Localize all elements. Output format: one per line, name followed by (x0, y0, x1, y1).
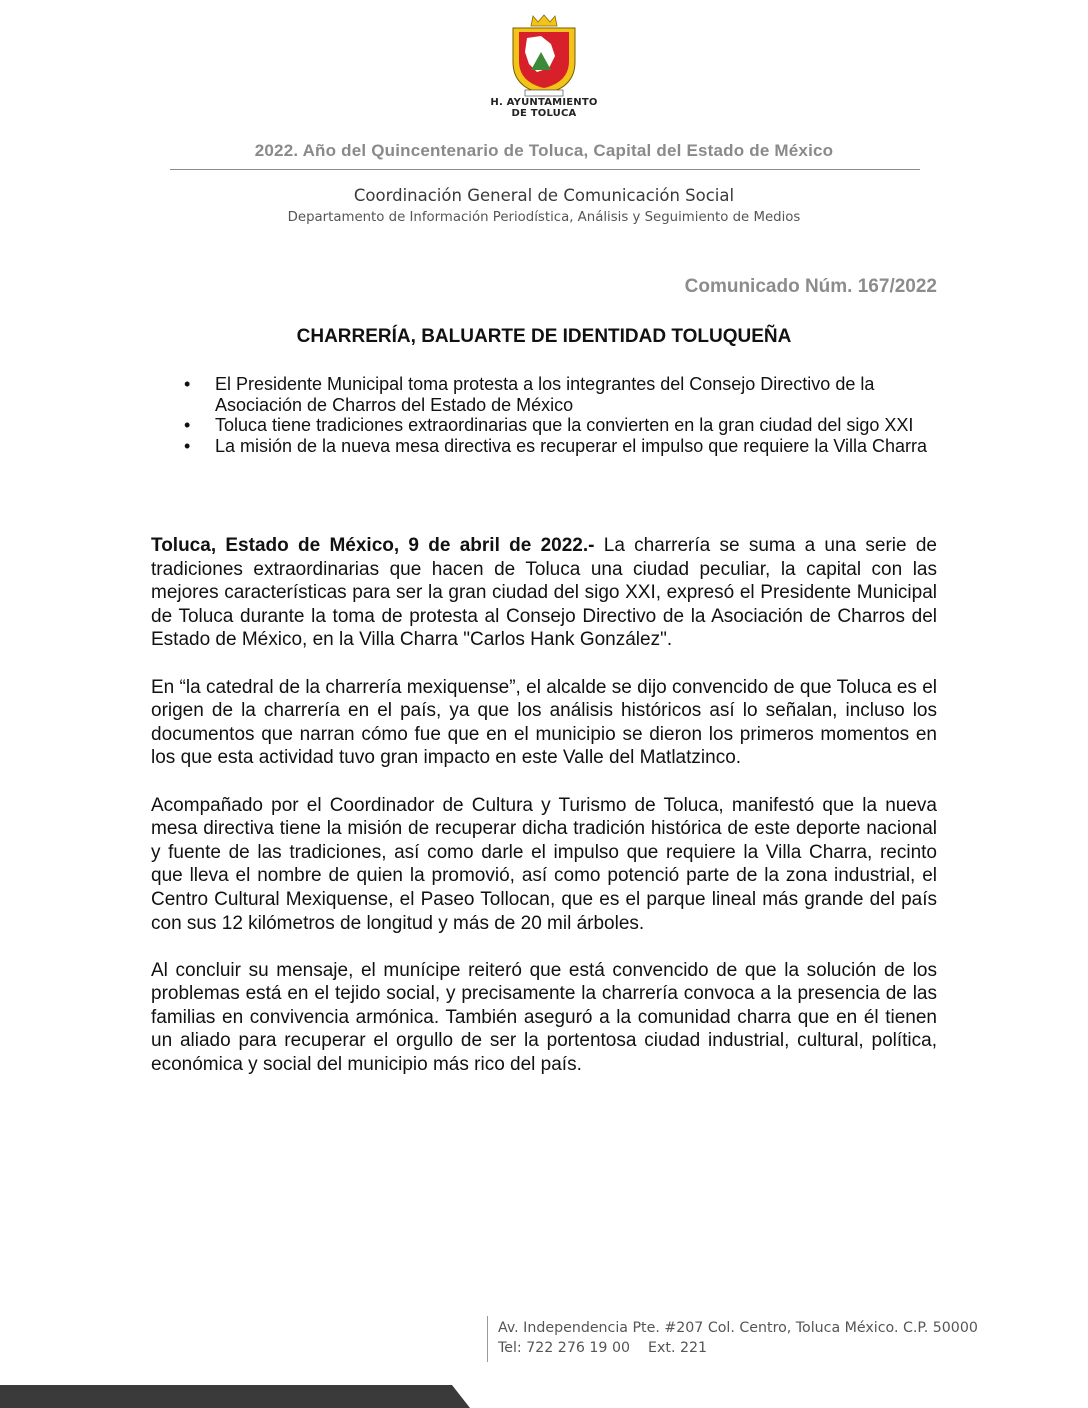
bullet-item: • La misión de la nueva mesa directiva es recuperar el impulso que requiere la Villa Charra (182, 436, 942, 457)
paragraph-4: Al concluir su mensaje, el munícipe reiteró que está convencido de que la solución de los problemas está en el tejido social, y precisamente la charrería convoca a la presencia de las familias en convivencia armónica. También aseguró a la comunidad charra que en él tienen un aliado para recuperar el orgullo de ser la portentosa ciudad industrial, cultural, política, económica y social del municipio más rico del país. (151, 959, 937, 1076)
bullet-item: • El Presidente Municipal toma protesta a los integrantes del Consejo Directivo de la Asociación de Charros del Estado de México (182, 374, 942, 415)
bullet-item: • Toluca tiene tradiciones extraordinarias que la convierten en la gran ciudad del sigo XXI (182, 415, 942, 436)
dateline: Toluca, Estado de México, 9 de abril de 2022.- (151, 535, 595, 556)
toluca-coat-of-arms-icon (507, 14, 581, 100)
bullet-list (182, 374, 942, 457)
department-title: Coordinación General de Comunicación Social (353, 186, 735, 205)
header-divider (170, 169, 920, 170)
department-subtitle: Departamento de Información Periodística, Análisis y Seguimiento de Medios (287, 210, 801, 225)
paragraph-2: En “la catedral de la charrería mexiquense”, el alcalde se dijo convencido de que Toluca es el origen de la charrería en el país, ya que los análisis históricos así lo señalan, incluso los documentos que narran cómo fue que en el municipio se dieron los primeros momentos en los que esta actividad tuvo gran impacto en este Valle del Matlatzinco. (151, 676, 937, 769)
footer-bar (0, 1385, 470, 1408)
footer-divider (487, 1316, 488, 1362)
footer-phone: Tel: 722 276 19 00 Ext. 221 (498, 1340, 708, 1356)
org-name (444, 97, 644, 119)
article-body (151, 534, 937, 1077)
paragraph-3: Acompañado por el Coordinador de Cultura y Turismo de Toluca, manifestó que la nueva mesa directiva tiene la misión de recuperar dicha tradición histórica de este deporte nacional y fuente de las tradiciones, así como darle el impulso que requiere la Villa Charra, recinto que lleva el nombre de quien la promovió, así como potenció parte de la zona industrial, el Centro Cultural Mexiquense, el Paseo Tollocan, que es el parque lineal más grande del país con sus 12 kilómetros de longitud y más de 20 mil árboles. (151, 794, 937, 934)
year-motto: 2022. Año del Quincentenario de Toluca, Capital del Estado de México (254, 141, 834, 160)
headline: CHARRERÍA, BALUARTE DE IDENTIDAD TOLUQUEÑA (296, 326, 792, 347)
paragraph-1 (151, 534, 937, 652)
org-name-line2: DE TOLUCA (511, 108, 577, 119)
org-name-line1: H. AYUNTAMIENTO (490, 97, 598, 108)
paragraph-1-text: La charrería se suma a una serie de tradiciones extraordinarias que hacen de Toluca una ciudad peculiar, la capital con las mejores características para ser la gran ciudad del sigo XXI, expresó el Presidente Municipal de Toluca durante la toma de protesta al Consejo Directivo de la Asociación de Charros del Estado de México, en la Villa Charra "Carlos Hank González". (151, 535, 937, 651)
communique-number: Comunicado Núm. 167/2022 (684, 276, 937, 297)
footer-address: Av. Independencia Pte. #207 Col. Centro, Toluca México. C.P. 50000 (498, 1320, 978, 1336)
